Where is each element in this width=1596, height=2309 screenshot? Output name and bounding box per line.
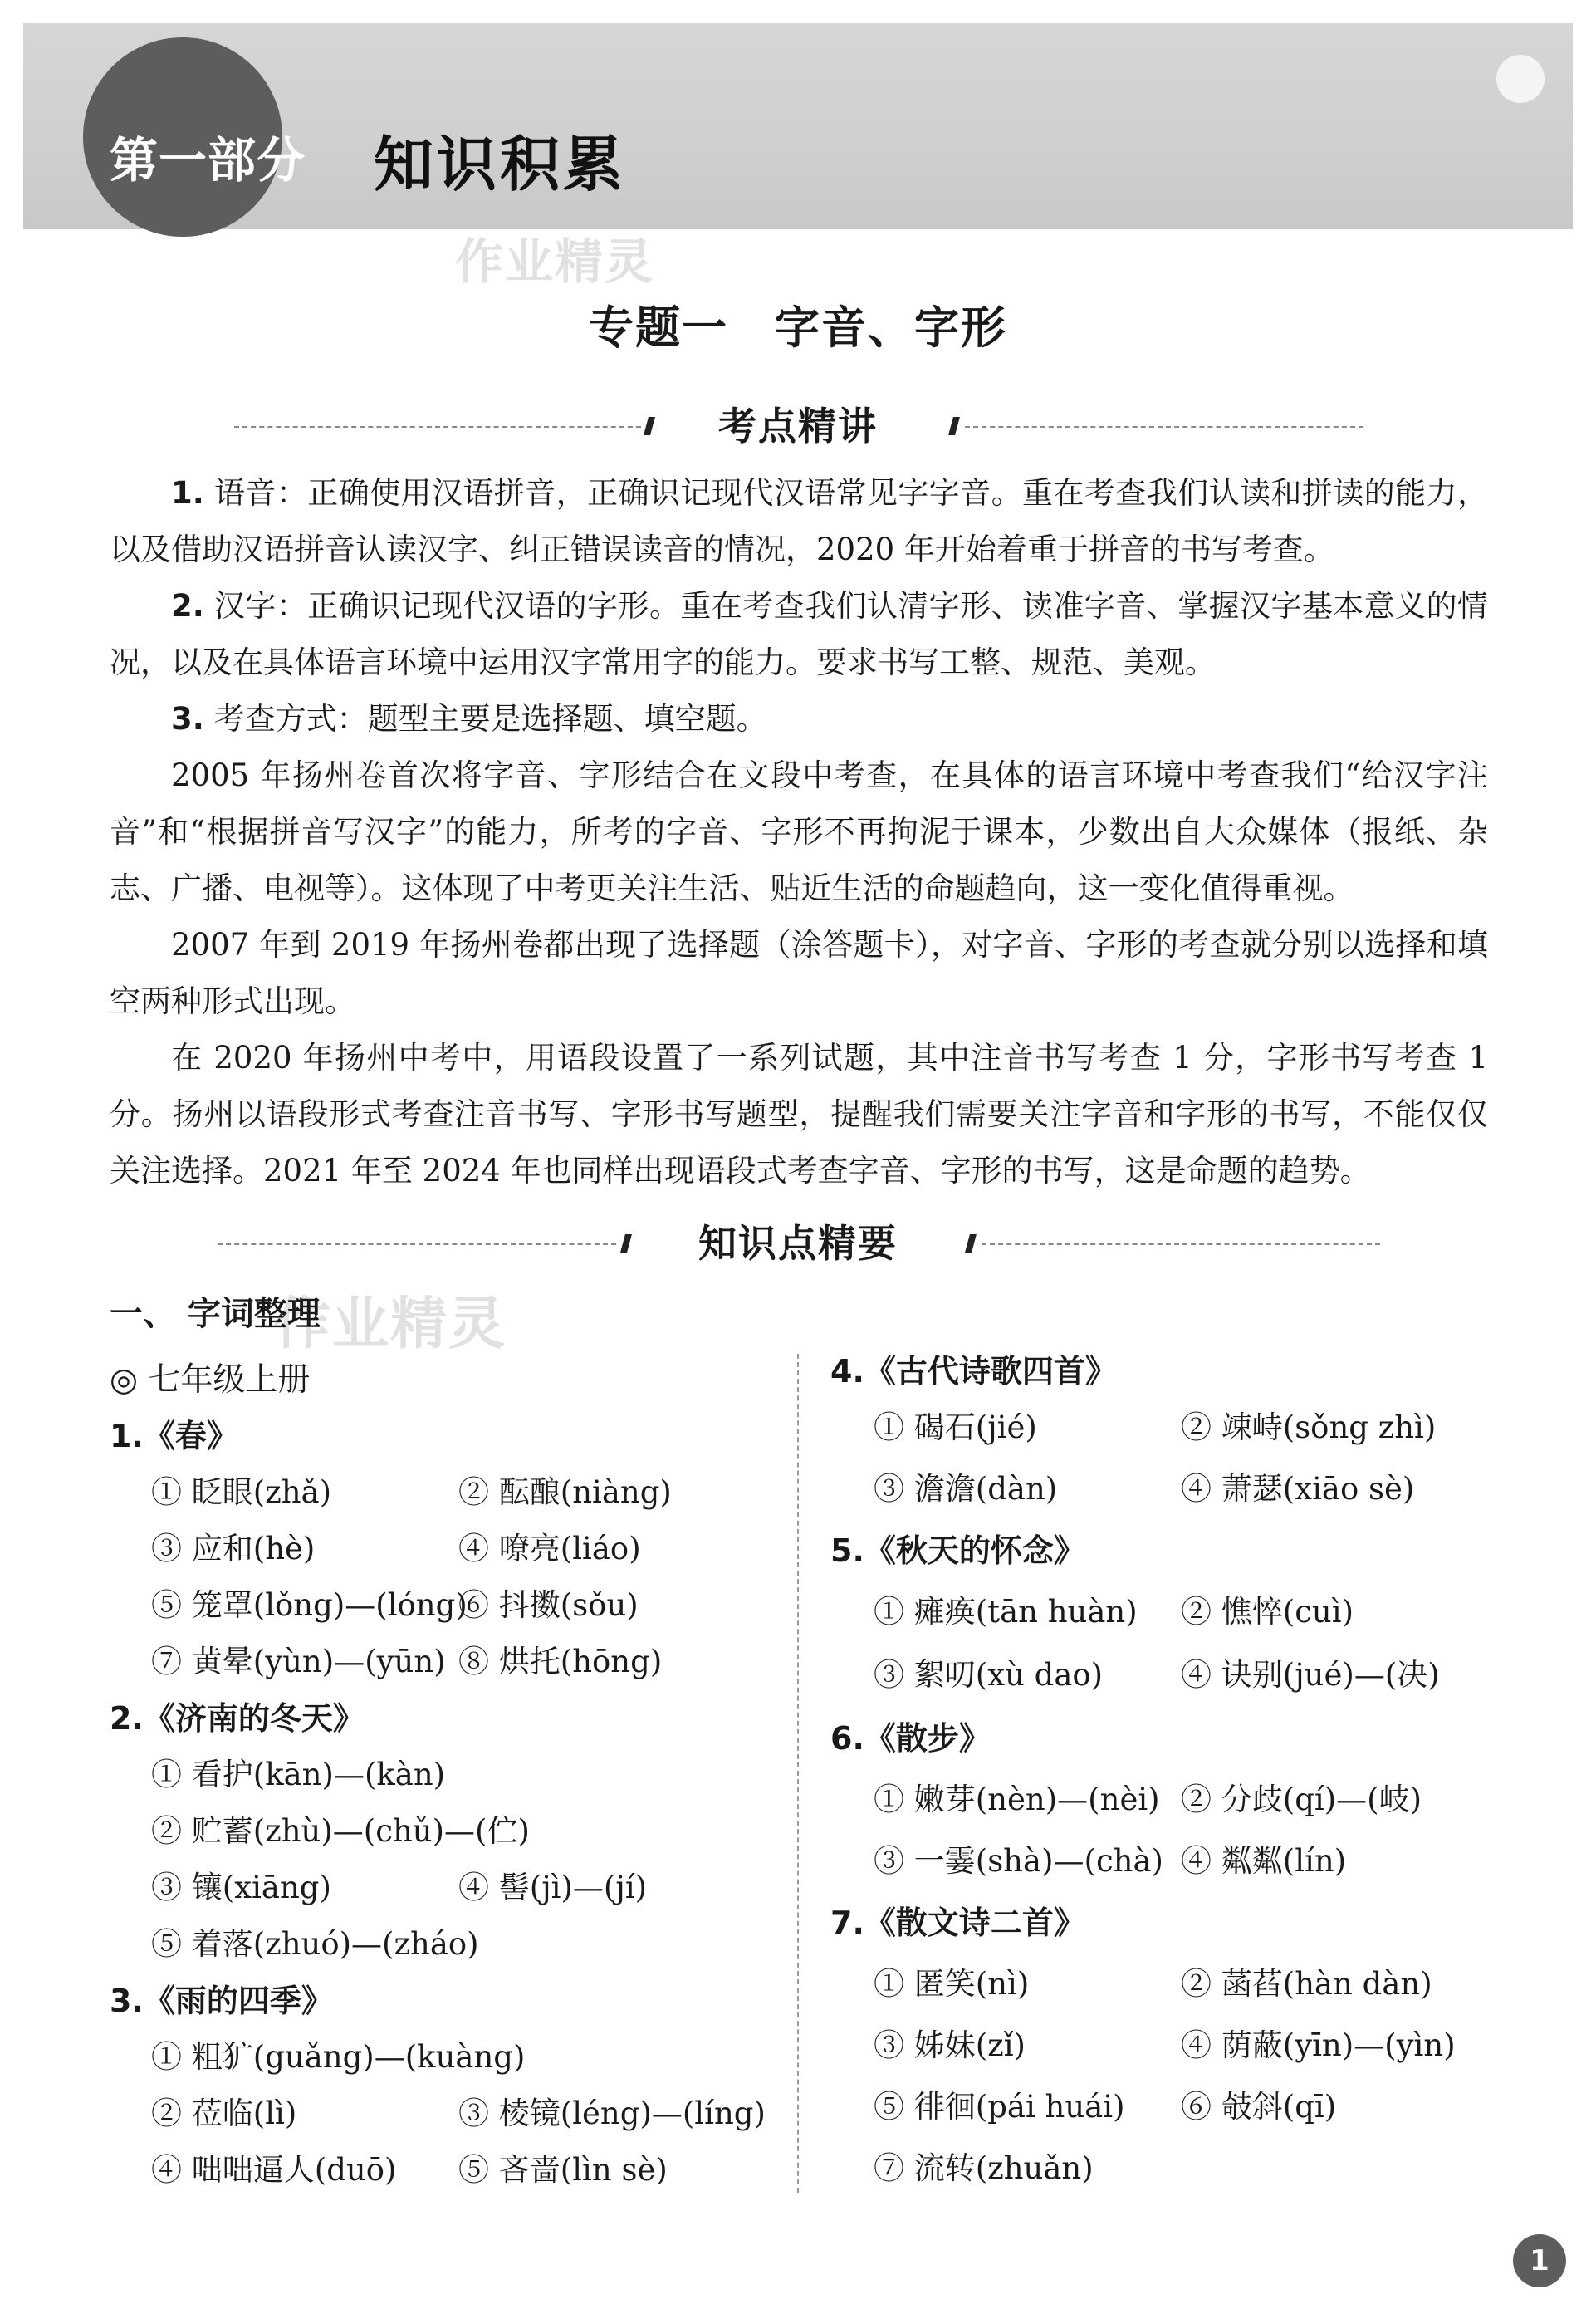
word-item: ① 看护(kān)—(kàn) [151,1757,446,1792]
section-heading-zhishi [0,1214,1596,1272]
lesson-title: 6.《散步》 [830,1719,991,1757]
word-row [110,1523,774,1580]
right-column [830,1346,1495,2204]
lesson-title: 3.《雨的四季》 [110,1982,333,2019]
paragraph: 2005 年扬州卷首次将字音、字形结合在文段中考查，在具体的语言环境中考查我们“给汉字注音”和“根据拼音写汉字”的能力，所考的字音、字形不再拘泥于课本，少数出自大众媒体（报纸、杂志、广播、电视等）。这体现了中考更关注生活、贴近生活的命题趋向，这一变化值得重视。 [110,757,1488,906]
paragraph: 1. 语音：正确使用汉语拼音，正确识记现代汉语常见字字音。重在考查我们认读和拼读的能力，以及借助汉语拼音认读汉字、纠正错误读音的情况，2020 年开始着重于拼音的书写考查。 [110,475,1488,567]
word-item: ⑥ 攲斜(qī) [1181,2089,1337,2125]
word-row [110,1580,774,1636]
word-row [110,2088,774,2145]
word-row [830,1402,1495,1463]
word-item: ③ 棱镜(léng)—(líng) [458,2096,766,2131]
word-item: ② 贮蓄(zhù)—(chǔ)—(伫) [151,1813,530,1849]
word-item: ④ 荫蔽(yīn)—(yìn) [1181,2027,1456,2063]
paragraph: 3. 考查方式：题型主要是选择题、填空题。 [171,701,767,737]
paragraph: 在 2020 年扬州中考中，用语段设置了一系列试题，其中注音书写考查 1 分，字形书写考查 1 分。扬州以语段形式考查注音书写、字形书写题型，提醒我们需要关注字音和字形的书写，不能仅仅关注选择。2021 年至 2024 年也同样出现语段式考查字音、字形的书写，这是命题的趋势。 [110,1040,1488,1189]
word-row [830,1650,1495,1713]
word-item: ④ 诀别(jué)—(决) [1181,1657,1440,1693]
lesson-title: 4.《古代诗歌四首》 [830,1352,1117,1390]
word-item: ④ 髻(jì)—(jí) [458,1870,648,1905]
word-item: ③ 应和(hè) [151,1531,316,1566]
word-item: ② 憔悴(cuì) [1181,1594,1354,1630]
word-row [110,1919,774,1975]
lesson-title: 2.《济南的冬天》 [110,1699,365,1737]
word-item: ⑤ 吝啬(lìn sè) [458,2152,668,2188]
word-item: ⑦ 流转(zhuǎn) [874,2150,1094,2186]
word-row [110,1749,774,1806]
grade-label: ◎ 七年级上册 [110,1361,311,1399]
lesson-title: 7.《散文诗二首》 [830,1904,1085,1941]
subsection-title: 一、 字词整理 [110,1295,321,1333]
word-item: ③ 镶(xiāng) [151,1870,331,1905]
word-item: ⑤ 徘徊(pái huái) [874,2089,1125,2125]
word-row [830,1586,1495,1650]
word-item: ① 眨眼(zhǎ) [151,1474,332,1510]
column-divider [797,1354,799,2193]
word-item: ③ 絮叨(xù dao) [874,1657,1104,1693]
word-row [110,1862,774,1919]
section-heading-label: 知识点精要 [698,1221,898,1266]
paragraph: 2. 汉字：正确识记现代汉语的字形。重在考查我们认清字形、读准字音、掌握汉字基本意义的情况，以及在具体语言环境中运用汉字常用字的能力。要求书写工整、规范、美观。 [110,588,1488,680]
word-item: ⑤ 笼罩(lǒng)—(lóng) [151,1587,468,1623]
word-row [830,2143,1495,2204]
section-heading-label: 考点精讲 [718,404,878,449]
word-item: ⑦ 黄晕(yùn)—(yūn) [151,1644,446,1679]
word-item: ① 瘫痪(tān huàn) [874,1594,1138,1630]
lesson-title: 1.《春》 [110,1417,238,1454]
word-item: ② 竦峙(sǒng zhì) [1181,1409,1437,1445]
word-item: ② 莅临(lì) [151,2096,297,2131]
word-item: ③ 姊妹(zǐ) [874,2027,1026,2063]
word-row [110,2032,774,2088]
word-item: ⑧ 烘托(hōng) [458,1644,663,1679]
word-row [110,2145,774,2201]
watermark: 作业精灵 [455,233,655,290]
word-item: ② 酝酿(niàng) [458,1474,672,1510]
word-item: ① 碣石(jié) [874,1409,1037,1445]
word-row [110,1636,774,1693]
word-item: ③ 一霎(shà)—(chà) [874,1843,1163,1879]
word-row [830,1958,1495,2020]
word-item: ④ 咄咄逼人(duō) [151,2152,397,2188]
word-row [830,1463,1495,1525]
banner-decoration [1496,55,1545,103]
word-row [830,1836,1495,1897]
watermark: 作业精灵 [274,1292,507,1357]
word-row [830,2081,1495,2143]
topic-title: 专题一 字音、字形 [589,301,1007,354]
lesson-title: 5.《秋天的怀念》 [830,1532,1085,1569]
paragraph: 2007 年到 2019 年扬州卷都出现了选择题（涂答题卡），对字音、字形的考查就分别以选择和填空两种形式出现。 [110,927,1488,1019]
word-row [110,1806,774,1862]
left-column [110,1354,774,2201]
word-item: ④ 萧瑟(xiāo sè) [1181,1471,1415,1507]
part-label: 第一部分 [110,132,306,189]
page-number: 1 [1513,2234,1566,2287]
word-item: ④ 嘹亮(liáo) [458,1531,641,1566]
word-item: ③ 澹澹(dàn) [874,1471,1058,1507]
word-row [830,1774,1495,1836]
part-title: 知识积累 [374,130,627,199]
word-row [110,1467,774,1523]
word-row [830,2020,1495,2081]
word-item: ⑤ 着落(zhuó)—(zháo) [151,1926,479,1962]
word-item: ① 匿笑(nì) [874,1966,1030,2002]
word-item: ① 粗犷(guǎng)—(kuàng) [151,2039,526,2075]
word-item: ② 菡萏(hàn dàn) [1181,1966,1432,2002]
kaodian-body [110,465,1488,1199]
word-item: ② 分歧(qí)—(岐) [1181,1782,1422,1817]
section-heading-kaodian [0,397,1596,455]
word-item: ⑥ 抖擞(sǒu) [458,1587,639,1623]
word-item: ① 嫩芽(nèn)—(nèi) [874,1782,1160,1817]
word-item: ④ 粼粼(lín) [1181,1843,1347,1879]
